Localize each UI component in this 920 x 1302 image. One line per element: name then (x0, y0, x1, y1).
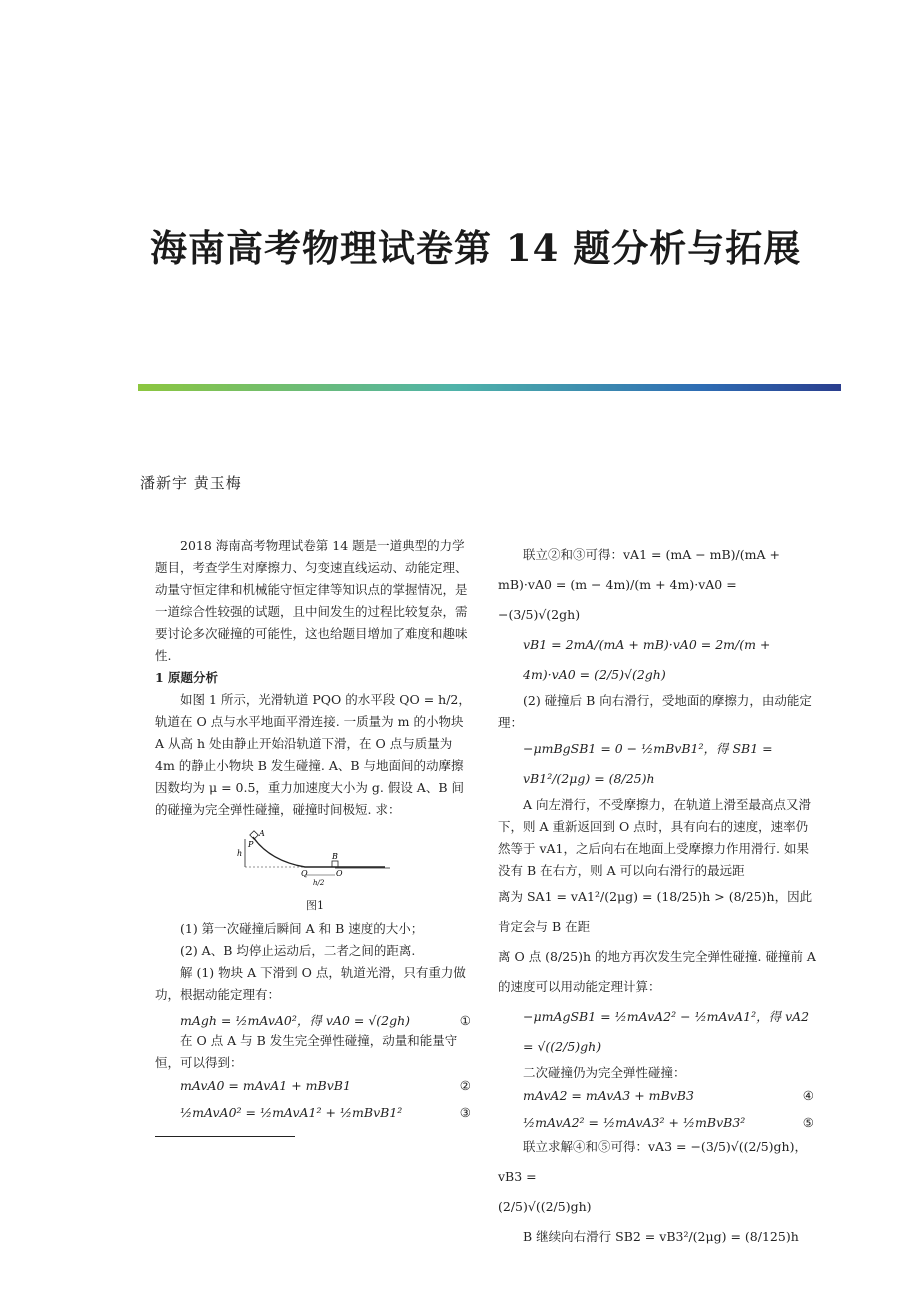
left-column (155, 535, 475, 1137)
vb1-result: vB1 = 2mA/(mA + mB)·vA0 = 2m/(m + 4m)·vA0 = (2/5)√(2gh) (523, 637, 771, 682)
label-half-h: h/2 (313, 879, 325, 887)
label-h: h (237, 849, 243, 858)
label-p: P (248, 840, 254, 849)
label-o: O (336, 869, 343, 878)
equation-5-number: ⑤ (802, 1115, 814, 1130)
equation-5 (498, 1108, 818, 1132)
equation-1 (155, 1006, 475, 1030)
label-q: Q (301, 869, 308, 878)
a-motion-paragraph: A 向左滑行，不受摩擦力，在轨道上滑至最高点又滑下，则 A 重新返回到 O 点时，具有向右的速度，速率仍然等于 vA1，之后向右在地面上受摩擦力作用滑行. 如果没有 B 在右方，则 A 可以向右滑行的最远距 (498, 797, 812, 878)
block-b-shape (332, 861, 338, 867)
section-heading: 1 原题分析 (155, 670, 219, 685)
figure-caption: 图1 (306, 899, 324, 912)
equation-3-number: ③ (459, 1105, 471, 1120)
second-collision-note: 二次碰撞仍为完全弹性碰撞： (523, 1065, 686, 1080)
sb1-equation: −μmBgSB1 = 0 − ½mBvB1²，得 SB1 = vB1²/(2μg) = (8/25)h (523, 741, 773, 786)
track-diagram (235, 829, 395, 891)
equation-4-number: ④ (802, 1088, 814, 1103)
label-b: B (332, 852, 338, 861)
track-curve (253, 837, 385, 867)
va2-equation: −μmAgSB1 = ½mAvA2² − ½mAvA1²，得 vA2 = √((2/5)gh) (523, 1009, 810, 1054)
intro-paragraph: 2018 海南高考物理试卷第 14 题是一道典型的力学题目，考查学生对摩擦力、匀变速直线运动、动能定理、动量守恒定律和机械能守恒定律等知识点的掌握情况，是一道综合性较强的试题，且中间发生的过程比较复杂，需要讨论多次碰撞的可能性，这也给题目增加了难度和趣味性. (155, 538, 468, 663)
question-2: (2) A、B 均停止运动后，二者之间的距离. (180, 943, 416, 958)
second-collision-paragraph: 离 O 点 (8/25)h 的地方再次发生完全弹性碰撞. 碰撞前 A 的速度可以用动能定理计算： (498, 949, 816, 994)
equation-2-number: ② (459, 1078, 471, 1093)
equation-5-text: ½mAvA2² = ½mAvA3² + ½mBvB3² (523, 1115, 746, 1130)
page-title: 海南高考物理试卷第 14 题分析与拓展 (150, 226, 802, 270)
va1-result-cont: −(3/5)√(2gh) (498, 607, 581, 622)
figure-1 (155, 829, 475, 914)
equation-2 (155, 1074, 475, 1098)
sb2-result: B 继续向右滑行 SB2 = vB3²/(2μg) = (8/125)h (523, 1229, 799, 1244)
equation-1-number: ① (459, 1013, 471, 1028)
title-divider-bar (138, 384, 841, 391)
equation-4-text: mAvA2 = mAvA3 + mBvB3 (523, 1088, 694, 1103)
part2-intro: (2) 碰撞后 B 向右滑行，受地面的摩擦力，由动能定理： (498, 693, 812, 730)
problem-statement: 如图 1 所示，光滑轨道 PQO 的水平段 QO = h/2，轨道在 O 点与水平地面平滑连接. 一质量为 m 的小物块 A 从高 h 处由静止开始沿轨道下滑，在 O 点与质量为 4m 的静止小物块 B 发生碰撞. A、B 与地面间的动摩擦因数均为 μ = 0.5，重力加速度大小为 g. 假设 A、B 间的碰撞为完全弹性碰撞，碰撞时间极短. 求： (155, 692, 471, 817)
right-column (498, 540, 818, 1252)
equation-3-text: ½mAvA0² = ½mAvA1² + ½mBvB1² (180, 1105, 403, 1120)
question-1: (1) 第一次碰撞后瞬间 A 和 B 速度的大小； (180, 921, 424, 936)
sa1-paragraph: 离为 SA1 = vA1²/(2μg) = (18/25)h > (8/25)h，因此肯定会与 B 在距 (498, 889, 813, 934)
vb3-result: (2/5)√((2/5)gh) (498, 1199, 592, 1214)
label-a: A (259, 829, 265, 838)
equation-2-text: mAvA0 = mAvA1 + mBvB1 (180, 1078, 351, 1093)
equation-4 (498, 1084, 818, 1108)
authors: 潘新宇 黄玉梅 (140, 474, 242, 492)
va3-result: 联立求解④和⑤可得：vA3 = −(3/5)√((2/5)gh)，vB3 = (498, 1139, 807, 1184)
solution-intro: 解 (1) 物块 A 下滑到 O 点，轨道光滑，只有重力做功，根据动能定理有： (155, 965, 466, 1002)
equation-1-text: mAgh = ½mAvA0²，得 vA0 = √(2gh) (180, 1013, 411, 1028)
footnote-rule (155, 1136, 295, 1137)
collision-text: 在 O 点 A 与 B 发生完全弹性碰撞，动量和能量守恒，可以得到： (155, 1033, 458, 1070)
equation-3 (155, 1098, 475, 1122)
va1-result: 联立②和③可得：vA1 = (mA − mB)/(mA + mB)·vA0 = (m − 4m)/(m + 4m)·vA0 = (498, 547, 780, 592)
